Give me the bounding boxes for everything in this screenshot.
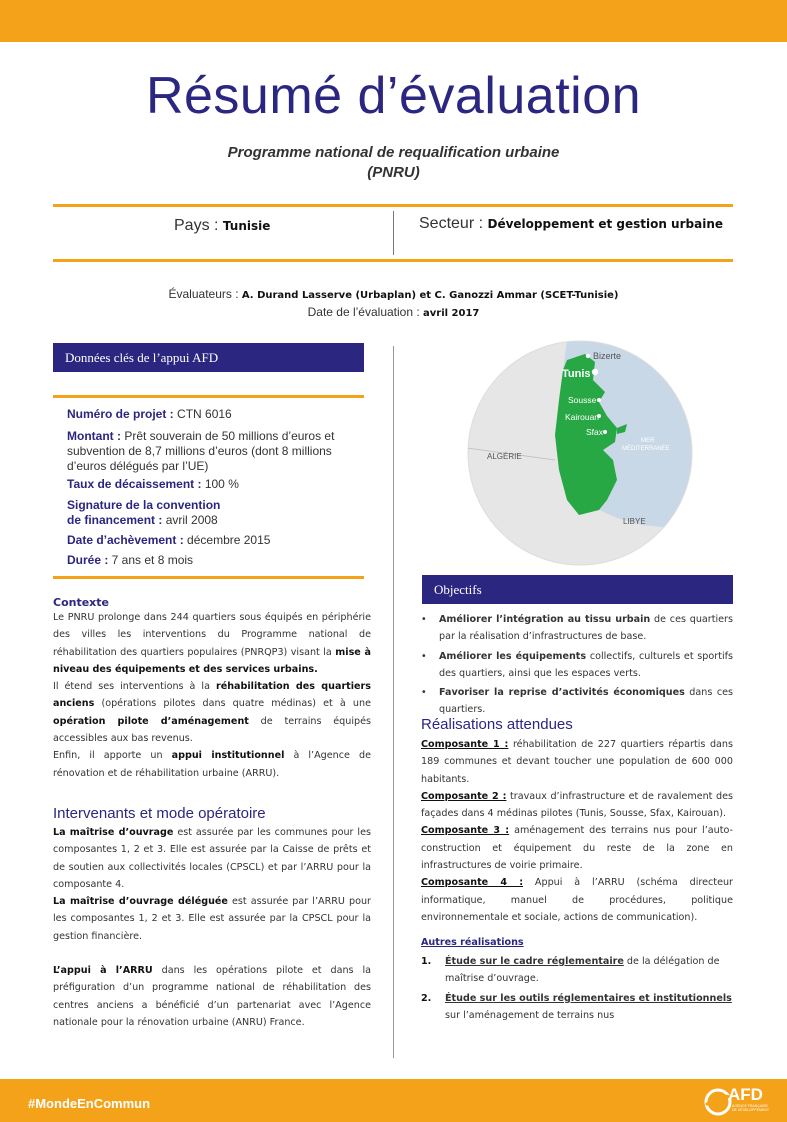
objectifs-list — [421, 611, 733, 719]
autre-item: 1. Étude sur le cadre réglementaire de la délégation de maîtrise d’ouvrage. — [421, 956, 720, 985]
key-data-disbursement-rate: Taux de décaissement : 100 % — [67, 477, 239, 491]
key-data-duration: Durée : 7 ans et 8 mois — [67, 553, 194, 567]
label-sousse: Sousse — [568, 395, 597, 405]
label-kairouan: Kairouan — [565, 412, 600, 422]
label-sfax: Sfax — [586, 427, 604, 437]
realisations-section — [421, 716, 733, 926]
realisation-item: Composante 4 : Appui à l’ARRU (schéma directeur informatique, manuel de procédures, politique environnementale et sociale, actions de communication). — [421, 877, 734, 923]
intervenants-section — [53, 805, 371, 1031]
label-algeria: ALGÉRIE — [487, 452, 522, 461]
contexte-paragraph-1: Le PNRU prolonge dans 244 quartiers sous équipés en périphérie des villes les interventions du Programme national de réhabilitation des quartiers populaires (PNRQP3) visant la mise à niveau des équipements et des services urbains. — [53, 612, 372, 675]
sector-label: Secteur : — [419, 215, 488, 232]
key-data-heading: Données clés de l’appui AFD — [53, 343, 364, 372]
country-field — [174, 217, 270, 235]
column-divider — [393, 346, 394, 1058]
evaluation-date-value: avril 2017 — [423, 308, 480, 319]
objectif-item: • Améliorer les équipements collectifs, culturels et sportifs des quartiers, ainsi que les espaces verts. — [421, 648, 733, 683]
contexte-heading: Contexte — [53, 596, 109, 609]
divider-top — [53, 204, 733, 207]
evaluators-label: Évaluateurs : — [168, 287, 242, 301]
country-label: Pays : — [174, 217, 223, 234]
key-data-completion-date: Date d’achèvement : décembre 2015 — [67, 533, 271, 547]
autre-item: 2. Étude sur les outils réglementaires et institutionnels sur l’aménagement de terrains nus — [421, 992, 732, 1021]
key-data-amount: Montant : Prêt souverain de 50 millions d’euros et subvention de 8,7 millions d’euros (dont 8 millions d’euros délégués par l’UE) — [67, 429, 335, 473]
label-sea-line-1: MER — [641, 438, 655, 444]
autres-heading: Autres réalisations — [421, 937, 524, 948]
subtitle-line-2: (PNRU) — [367, 164, 420, 181]
city-marker-tunis — [592, 369, 598, 375]
label-bizerte: Bizerte — [593, 351, 622, 361]
realisation-item: Composante 3 : aménagement des terrains nus pour l’auto-construction et équipement du reste de la zone en infrastructures de voirie primaire. — [421, 825, 733, 872]
label-tunis: Tunis — [562, 368, 591, 380]
afd-logo-text: AFD — [728, 1085, 763, 1104]
footer-hashtag: #MondeEnCommun — [28, 1096, 151, 1111]
top-accent-bar — [0, 0, 787, 42]
country-value: Tunisie — [222, 219, 271, 233]
tunisia-map — [467, 340, 693, 566]
subtitle-line-1: Programme national de requalification urbaine — [227, 144, 560, 161]
divider-bottom — [53, 259, 733, 262]
autres-list — [421, 953, 733, 1024]
sector-value: Développement et gestion urbaine — [487, 217, 724, 231]
contexte-section — [53, 596, 371, 782]
label-sea-line-2: MÉDITERRANÉE — [622, 446, 670, 452]
city-marker-sousse — [597, 398, 601, 402]
page-title: Résumé d’évaluation — [145, 67, 642, 125]
realisation-item: Composante 2 : travaux d’infrastructure et de ravalement des façades dans 4 médinas pilotes (Tunis, Sousse, Sfax, Kairouan). — [421, 790, 733, 820]
evaluation-date-label: Date de l’évaluation : — [307, 305, 424, 319]
label-libya: LIBYE — [623, 517, 646, 526]
evaluators-line — [0, 287, 787, 301]
autres-section — [421, 934, 733, 1026]
objectifs-heading: Objectifs — [422, 575, 733, 604]
intervenants-paragraph-1: La maîtrise d’ouvrage est assurée par les communes pour les composantes 1, 2 et 3. Elle est assurée par la Caisse de prêts et de soutien aux collectivités locales (CPSCL) et par l’ARRU pour la composante 4. — [53, 827, 371, 890]
objectif-item: • Favoriser la reprise d’activités économiques dans ces quartiers. — [421, 684, 733, 719]
key-data-top-rule — [53, 395, 364, 398]
evaluators-value: A. Durand Lasserve (Urbaplan) et C. Ganozzi Ammar (SCET-Tunisie) — [241, 290, 619, 301]
objectif-item: • Améliorer l’intégration au tissu urbain de ces quartiers par la réalisation d’infrastructures de base. — [421, 611, 733, 646]
sector-field — [419, 215, 723, 233]
objectifs-list-wrapper — [421, 611, 733, 721]
intervenants-heading: Intervenants et mode opératoire — [53, 805, 266, 822]
divider-vertical — [393, 211, 394, 255]
contexte-paragraph-3: Enfin, il apporte un appui institutionnel à l’Agence de rénovation et de réhabilitation urbaine (ARRU). — [53, 750, 371, 779]
intervenants-paragraph-2: La maîtrise d’ouvrage déléguée est assurée par l’ARRU pour les composantes 1, 2 et 3. Elle est assurée par la CPSCL pour la gestion financière. — [53, 896, 371, 942]
key-data-bottom-rule — [53, 576, 364, 579]
city-marker-bizerte — [586, 354, 590, 358]
realisations-heading: Réalisations attendues — [421, 716, 573, 733]
contexte-paragraph-2: Il étend ses interventions à la réhabilitation des quartiers anciens (opérations pilotes dans quatre médinas) et à une opération pilote d’aménagement de terrains équipés accessibles aux bas revenus. — [53, 681, 371, 745]
intervenants-paragraph-3: L’appui à l’ARRU dans les opérations pilote et dans la préfiguration d’un programme national de réhabilitation des centres anciens a bénéficié d’un partenariat avec l’Agence nationale pour la rénovation urbaine (ANRU) France. — [53, 965, 371, 1028]
key-data-project-number: Numéro de projet : CTN 6016 — [67, 407, 232, 421]
afd-logo — [702, 1085, 772, 1117]
afd-logo-subtitle: AGENCE FRANÇAISE DE DÉVELOPPEMENT — [732, 1104, 769, 1112]
evaluation-date-line — [0, 305, 787, 319]
key-data-signature: Signature de la convention de financement : avril 2008 — [67, 498, 221, 527]
city-marker-sfax — [603, 430, 607, 434]
realisation-item: Composante 1 : réhabilitation de 227 quartiers répartis dans 189 communes et devant toucher une population de 600 000 habitants. — [421, 739, 733, 785]
page-subtitle — [0, 143, 787, 183]
